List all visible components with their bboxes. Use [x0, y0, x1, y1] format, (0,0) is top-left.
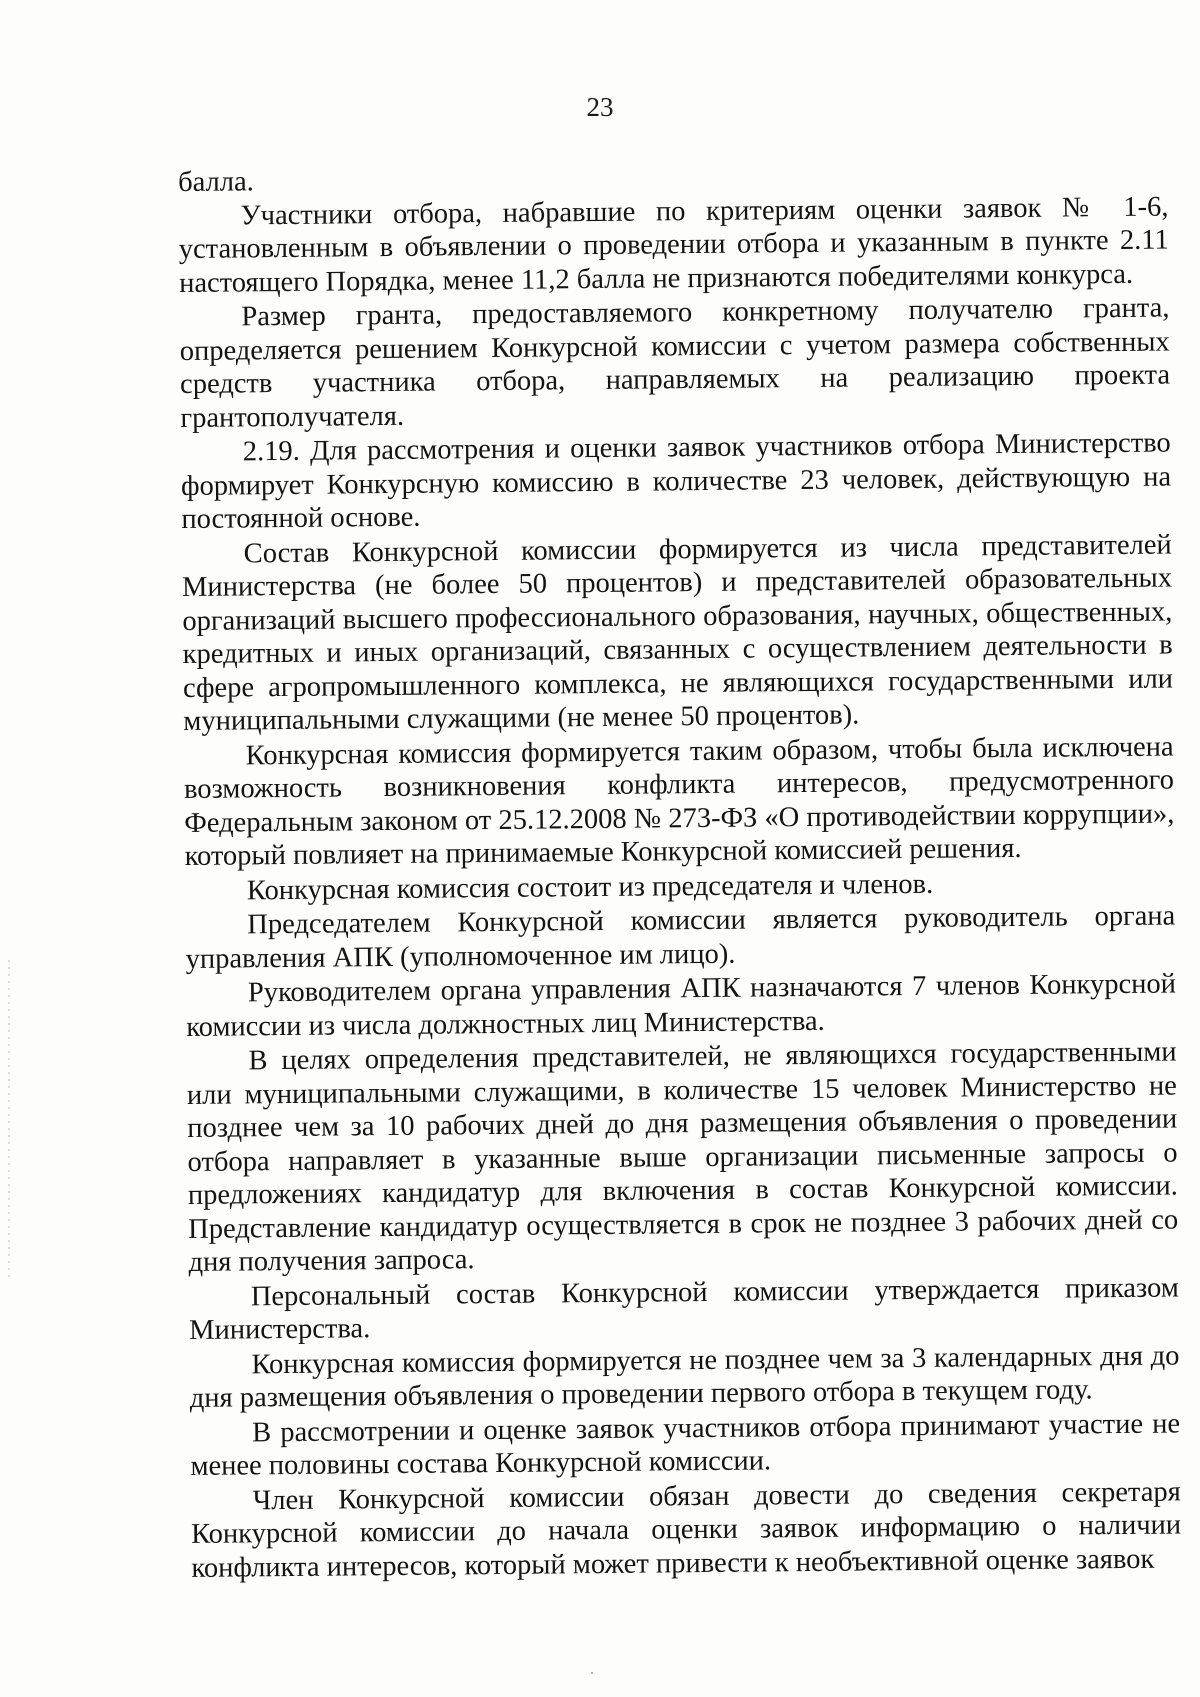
scan-edge-artifact: [8, 960, 10, 1280]
body-text: [178, 156, 1182, 1584]
page-number: 23: [586, 92, 614, 122]
paragraph-grant-size: Размер гранта, предоставляемого конкретному получателю гранта, определяется решением Конкурсной комиссии с учетом размера собственных средств участника отбора, направляемых на реализацию проекта грантополучателя.: [179, 292, 1171, 434]
paragraph-quorum: В рассмотрении и оценке заявок участников отбора принимают участие не менее половины состава Конкурсной комиссии.: [190, 1407, 1181, 1482]
paragraph-member-obligation: Член Конкурсной комиссии обязан довести до сведения секретаря Конкурсной комиссии до начала оценки заявок информацию о наличии конфликта интересов, который может привести к необъективной оценке заявок: [190, 1475, 1182, 1584]
scan-dot-artifact: [591, 1672, 593, 1674]
paragraph-appointed-members: Руководителем органа управления АПК назначаются 7 членов Конкурсной комиссии из числа должностных лиц Министерства.: [186, 968, 1177, 1043]
paragraph-chairman: Председателем Конкурсной комиссии является руководитель органа управления АПК (уполномоченное им лицо).: [185, 900, 1176, 975]
paragraph-chair-and-members: Конкурсная комиссия состоит из председателя и членов.: [246, 868, 934, 906]
paragraph-commission-composition: Состав Конкурсной комиссии формируется из числа представителей Министерства (не более 50 процентов) и представителей образовательных организаций высшего профессионального образования, научных, общественных, кредитных и иных организаций, связанных с осуществлением деятельности в сфере агропромышленного комплекса, не являющихся государственными или муниципальными служащими (не менее 50 процентов).: [181, 528, 1174, 737]
paragraph-conflict-of-interest: Конкурсная комиссия формируется таким образом, чтобы была исключена возможность возникновения конфликта интересов, предусмотренного Федеральным законом от 25.12.2008 № 273-ФЗ «О противодействии коррупции», который повлияет на принимаемые Конкурсной комиссией решения.: [183, 730, 1175, 872]
paragraph-participants-threshold: Участники отбора, набравшие по критериям оценки заявок № 1-6, установленным в объявлении о проведении отбора и указанным в пункте 2.11 настоящего Порядка, менее 11,2 балла не признаются победителями конкурса.: [178, 190, 1169, 299]
paragraph-representatives-requests: В целях определения представителей, не являющихся государственными или муниципальными служащими, в количестве 15 человек Министерство не позднее чем за 10 рабочих дней до дня размещения объявления о проведении отбора направляет в указанные выше организации письменные запросы о предложениях кандидатур для включения в состав Конкурсной комиссии. Представление кандидатур осуществляется в срок не позднее 3 рабочих дней со дня получения запроса.: [186, 1036, 1179, 1278]
paragraph-continuation: балла.: [178, 166, 254, 198]
paragraph-2-19-commission: 2.19. Для рассмотрения и оценки заявок участников отбора Министерство формирует Конкурсную комиссию в количестве 23 человек, действующую на постоянной основе.: [180, 427, 1172, 535]
paragraph-personal-composition: Персональный состав Конкурсной комиссии утверждается приказом Министерства.: [189, 1271, 1179, 1346]
paragraph-formation-deadline: Конкурсная комиссия формируется не позднее чем за 3 календарных дня до дня размещения объявления о проведении первого отбора в текущем году.: [189, 1339, 1180, 1414]
